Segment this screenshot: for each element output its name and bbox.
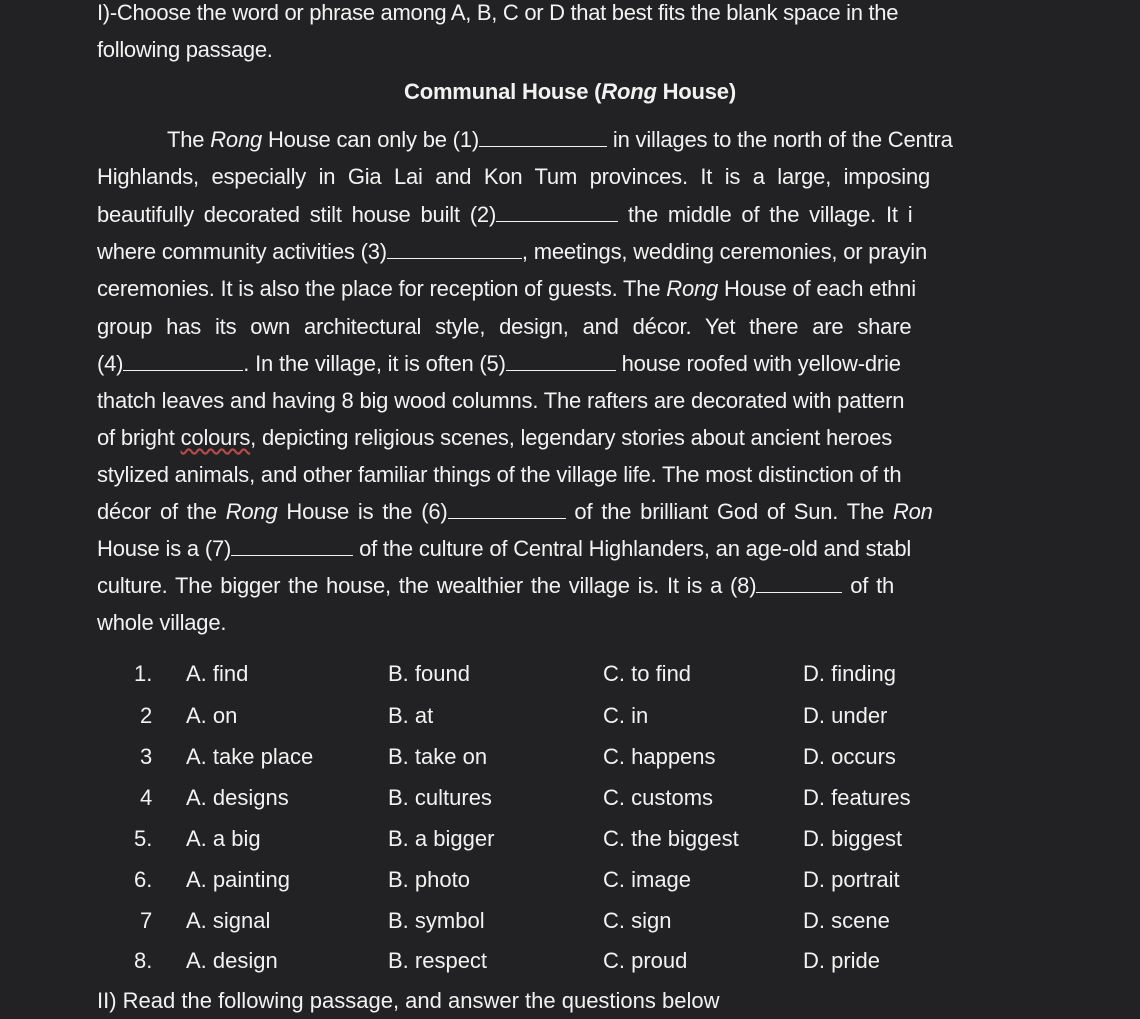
option-b: B. a bigger <box>388 826 495 851</box>
passage-line-6: group has its own architectural style, design, and décor. Yet there are share <box>97 314 912 339</box>
option-b: B. photo <box>388 867 470 892</box>
passage-line-9 <box>97 419 892 456</box>
option-a: A. designs <box>186 785 289 810</box>
text: beautifully decorated stilt house built (2) <box>97 202 497 227</box>
text: of th <box>842 573 895 598</box>
next-section-heading-cut: II) Read the following passage, and answer the questions below <box>97 988 720 1013</box>
option-c: C. image <box>603 867 692 892</box>
instruction-line-1: I)-Choose the word or phrase among A, B, C or D that best fits the blank space in the <box>97 0 899 25</box>
instruction-line-2: following passage. <box>97 37 273 62</box>
blank-3 <box>387 234 522 259</box>
italic-text: Ron <box>892 499 933 524</box>
option-a: A. painting <box>186 867 290 892</box>
option-a: A. take place <box>186 744 314 769</box>
blank-7 <box>231 531 353 556</box>
text: of the brilliant God of Sun. The <box>565 499 893 524</box>
option-b: B. at <box>388 703 434 728</box>
passage-line-8: thatch leaves and having 8 big wood columns. The rafters are decorated with pattern <box>97 388 905 413</box>
option-c: C. proud <box>603 948 688 973</box>
question-number: 4 <box>140 785 153 810</box>
question-number: 7 <box>140 908 153 933</box>
question-number: 2 <box>140 703 153 728</box>
text: House is a (7) <box>97 536 232 561</box>
text: House is the (6) <box>277 499 448 524</box>
title-part: Communal House ( <box>404 79 602 104</box>
question-number: 5. <box>134 826 153 851</box>
option-a: A. a big <box>186 826 261 851</box>
option-d: D. finding <box>803 661 896 686</box>
option-c: C. the biggest <box>603 826 739 851</box>
option-b: B. symbol <box>388 908 485 933</box>
blank-5 <box>506 346 616 371</box>
text: the middle of the village. It i <box>618 202 913 227</box>
text: (4) <box>97 351 124 376</box>
italic-text: Rong <box>210 127 263 152</box>
question-number: 8. <box>134 948 153 973</box>
passage-line-14: whole village. <box>97 610 227 635</box>
option-b: B. cultures <box>388 785 492 810</box>
option-d: D. occurs <box>803 744 896 769</box>
blank-2 <box>496 197 618 222</box>
text: house roofed with yellow-drie <box>615 351 901 376</box>
text: House of each ethni <box>718 276 916 301</box>
passage-line-10: stylized animals, and other familiar things of the village life. The most distinction of th <box>97 462 902 487</box>
text: of bright <box>97 425 181 450</box>
title-italic: Rong <box>601 79 657 104</box>
italic-text: Rong <box>225 499 278 524</box>
option-a: A. signal <box>186 908 271 933</box>
option-c: C. to find <box>603 661 692 686</box>
option-c: C. happens <box>603 744 716 769</box>
option-c: C. customs <box>603 785 714 810</box>
option-b: B. found <box>388 661 470 686</box>
passage-title <box>0 74 1140 110</box>
text: in villages to the north of the Centra <box>606 127 953 152</box>
text: House can only be (1) <box>262 127 479 152</box>
italic-text: Rong <box>666 276 719 301</box>
option-a: A. design <box>186 948 278 973</box>
option-d: D. features <box>803 785 911 810</box>
option-a: A. find <box>186 661 249 686</box>
passage-line-2: Highlands, especially in Gia Lai and Kon Tum provinces. It is a large, imposing <box>97 164 931 189</box>
option-d: D. portrait <box>803 867 900 892</box>
spellcheck-underlined-word: colours <box>180 425 251 450</box>
option-b: B. respect <box>388 948 488 973</box>
option-d: D. under <box>803 703 888 728</box>
text: ceremonies. It is also the place for reception of guests. The <box>97 276 667 301</box>
passage-line-13 <box>97 567 894 604</box>
text: of the culture of Central Highlanders, an age-old and stabl <box>353 536 912 561</box>
text: décor of the <box>97 499 226 524</box>
option-c: C. sign <box>603 908 672 933</box>
passage-line-5 <box>97 270 916 307</box>
passage-line-3 <box>97 196 912 233</box>
instruction-text <box>97 0 997 68</box>
text: , depicting religious scenes, legendary stories about ancient heroes <box>250 425 893 450</box>
question-number: 3 <box>140 744 153 769</box>
blank-8 <box>756 568 842 593</box>
text: where community activities (3) <box>97 239 387 264</box>
text: The <box>167 127 211 152</box>
option-d: D. biggest <box>803 826 903 851</box>
question-number: 6. <box>134 867 153 892</box>
passage-line-7 <box>97 345 901 382</box>
option-a: A. on <box>186 703 238 728</box>
option-d: D. scene <box>803 908 890 933</box>
option-d: D. pride <box>803 948 881 973</box>
blank-6 <box>448 494 566 519</box>
option-b: B. take on <box>388 744 488 769</box>
question-number: 1. <box>134 661 153 686</box>
option-c: C. in <box>603 703 649 728</box>
passage-line-12 <box>97 530 911 567</box>
blank-4 <box>123 346 243 371</box>
passage-line-1 <box>167 121 1037 158</box>
text: . In the village, it is often (5) <box>243 351 506 376</box>
passage-line-4 <box>97 233 927 270</box>
passage-line-11 <box>97 493 933 530</box>
blank-1 <box>479 122 607 147</box>
text: culture. The bigger the house, the wealthier the village is. It is a (8) <box>97 573 757 598</box>
title-part: House) <box>656 79 736 104</box>
text: , meetings, wedding ceremonies, or prayin <box>521 239 927 264</box>
